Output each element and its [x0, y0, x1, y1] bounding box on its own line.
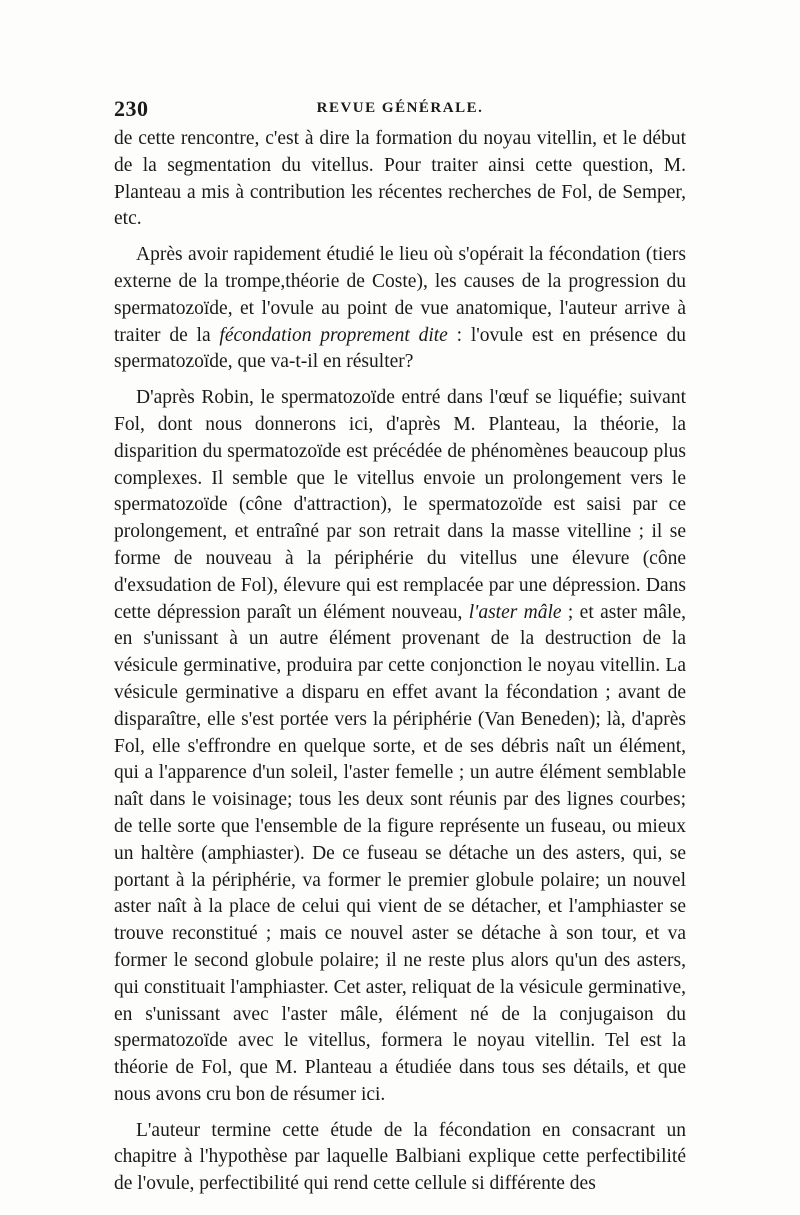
paragraph-1-text: de cette rencontre, c'est à dire la formation du noyau vitellin, et le début de la segmentation du vitellus. Pour traiter ainsi cette question, M. Planteau a mis à contribution les récentes recherches de Fol, de Semper, etc.	[114, 128, 686, 230]
paragraph-2-text-after: : l'ovule est en présence du spermatozoïde, que va-t-il en résulter?	[114, 324, 686, 373]
paragraph-3	[114, 385, 686, 1109]
running-title: REVUE GÉNÉRALE.	[316, 100, 484, 116]
paragraph-2-text-before: Après avoir rapidement étudié le lieu où s'opérait la fécondation (tiers externe de la trompe,théorie de Coste), les causes de la progression du spermatozoïde, et l'ovule au point de vue anatomique, l'auteur arrive à traiter de la	[114, 244, 686, 346]
paragraph-2-emphasis: fécondation proprement dite	[219, 324, 448, 346]
paragraph-3-text-before: D'après Robin, le spermatozoïde entré dans l'œuf se liquéfie; suivant Fol, dont nous donnerons ici, d'après M. Planteau, la théorie, la disparition du spermatozoïde est précédée de phénomènes beaucoup plus complexes. Il semble que le vitellus envoie un prolongement vers le spermatozoïde (cône d'attraction), le spermatozoïde est saisi par ce prolongement, et entraîné par son retrait dans la masse vitelline ; il se forme de nouveau à la périphérie du vitellus une élevure (cône d'exsudation de Fol), élevure qui est remplacée par une dépression. Dans cette dépression paraît un élément nouveau,	[114, 387, 686, 623]
running-head	[114, 96, 686, 126]
paragraph-1	[114, 126, 686, 233]
paragraph-4	[114, 1118, 686, 1198]
paragraph-4-text: L'auteur termine cette étude de la fécondation en consacrant un chapitre à l'hypothèse par laquelle Balbiani explique cette perfectibilité de l'ovule, perfectibilité qui rend cette cellule si différente des	[114, 1119, 686, 1195]
paragraph-3-text-after: ; et aster mâle, en s'unissant à un autre élément provenant de la destruction de la vésicule germinative, produira par cette conjonction le noyau vitellin. La vésicule germinative a disparu en effet avant la fécondation ; avant de disparaître, elle s'est portée vers la périphérie (Van Beneden); là, d'après Fol, elle s'effrondre en quelque sorte, et de ses débris naît un élément, qui a l'apparence d'un soleil, l'aster femelle ; un autre élément semblable naît dans le voisinage; tous les deux sont réunis par des lignes courbes; de telle sorte que l'ensemble de la figure représente un fuseau, ou mieux un haltère (amphiaster). De ce fuseau se détache un des asters, qui, se portant à la périphérie, va former le premier globule polaire; un nouvel aster naît à la place de celui qui vient de se détacher, et l'amphiaster se trouve reconstitué ; mais ce nouvel aster se détache à son tour, et va former le second globule polaire; il ne reste plus alors qu'un des asters, qui constituait l'amphiaster. Cet aster, reliquat de la vésicule germinative, en s'unissant avec l'aster mâle, élément né de la conjugaison du spermatozoïde avec le vitellus, formera le noyau vitellin. Tel est la théorie de Fol, que M. Planteau a étudiée dans tous ses détails, et que nous avons cru bon de résumer ici.	[114, 601, 686, 1105]
paragraph-3-emphasis: l'aster mâle	[468, 601, 562, 623]
body-text	[114, 126, 686, 1198]
page-number: 230	[114, 96, 149, 121]
paragraph-2	[114, 242, 686, 376]
